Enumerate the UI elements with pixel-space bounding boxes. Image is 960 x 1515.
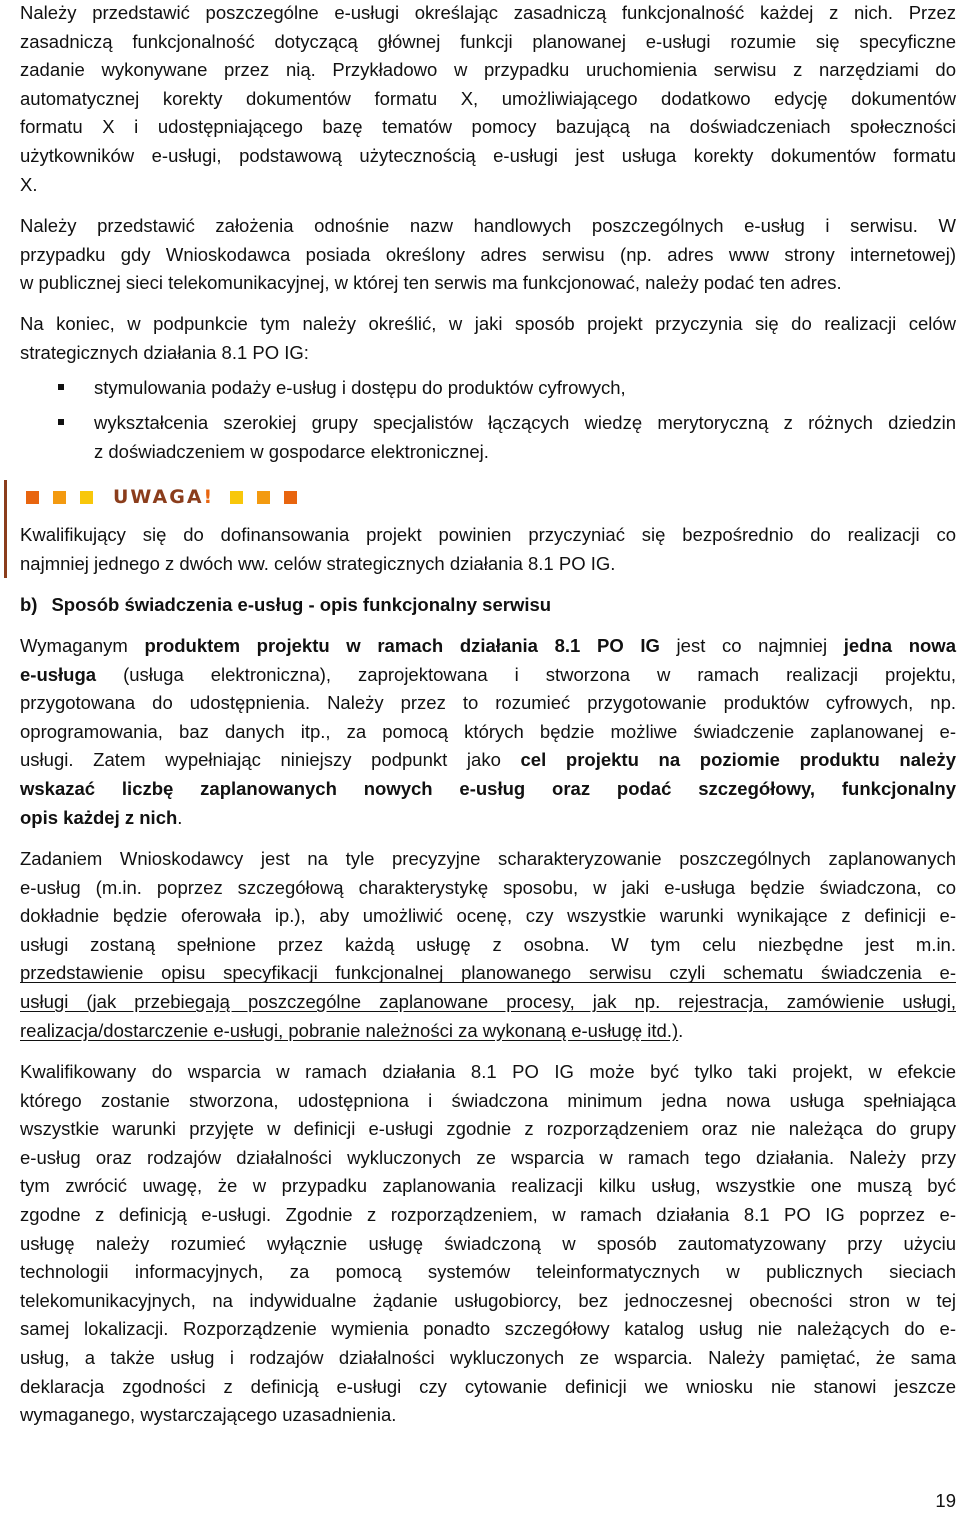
text-run: użytkowników e-usługi, podstawową użytecznością e-usługi jest usługa korekty dokumentów formatu (20, 144, 956, 166)
text-run: usług, a także usług i rodzajów działalności wykluczonych ze wsparcia. Należy pamiętać, że sama (20, 1346, 956, 1368)
text-line (20, 142, 956, 171)
bold-text: wskazać liczbę zaplanowanych nowych e-usług oraz podać szczegółowy, funkcjonalny (20, 777, 956, 799)
page-number: 19 (935, 1490, 956, 1511)
text-line (20, 1172, 956, 1201)
text-line (20, 1287, 956, 1316)
text-line (20, 775, 956, 804)
text-run: Kwalifikowany do wsparcia w ramach działania 8.1 PO IG może być tylko taki projekt, w efekcie (20, 1061, 956, 1082)
text-run: stymulowania podaży e-usług i dostępu do produktów cyfrowych, (94, 377, 626, 398)
text-run: zgodne z definicją e-usługi. Zgodnie z rozporządzeniem, w ramach działania 8.1 PO IG poprzez e- (20, 1203, 956, 1225)
text-line (20, 241, 956, 270)
text-run: najmniej jednego z dwóch ww. celów strategicznych działania 8.1 PO IG. (20, 552, 616, 574)
text-run: telekomunikacyjnych, na indywidualne żądanie usługobiorcy, bez jednoczesnej obecności stron w tej (20, 1289, 956, 1311)
text-run: . (177, 806, 183, 828)
section-number: b) (20, 594, 38, 615)
text-line (94, 374, 956, 403)
text-run: Należy przedstawić założenia odnośnie nazw handlowych poszczególnych e-usług i serwisu. W (20, 215, 956, 236)
section-title: Sposób świadczenia e-usług - opis funkcjonalny serwisu (51, 594, 552, 615)
text-run: e-usług (m.in. poprzez szczegółową charakterystykę sposobu, w jaki e-usługa będzie świadczona, co (20, 876, 956, 898)
text-line (20, 632, 956, 661)
square-bullet-icon (58, 419, 64, 425)
text-run: którego zostanie stworzona, udostępniona i świadczona minimum jedna nowa usługa spełniająca (20, 1089, 956, 1111)
bold-text: e-usługa (20, 663, 97, 685)
text-run: wymaganego, wystarczającego uzasadnienia. (20, 1404, 397, 1426)
square-bullet-icon (58, 384, 64, 390)
text-line (20, 28, 956, 57)
text-line (20, 521, 956, 550)
note-title (113, 486, 214, 508)
text-line (20, 113, 956, 142)
text-line (20, 269, 956, 298)
text-run: zasadniczą funkcjonalność dotyczącą głównej funkcji planowanej e-usługi rozumie się specyficzne (20, 30, 956, 52)
text-line (20, 1258, 956, 1287)
text-run: wszystkie warunki przyjęte w definicji e-usługi zgodnie z rozporządzeniem oraz nie należąca do grupy (20, 1118, 956, 1140)
bullet-item (58, 409, 956, 466)
paragraph-qualified (20, 1058, 956, 1430)
text-line (20, 212, 956, 241)
underlined-text: realizacja/dostarczenie e-usługi, pobranie należności za wykonaną e-usługę itd.) (20, 1019, 679, 1041)
text-line (20, 988, 956, 1017)
text-line (20, 1401, 956, 1430)
text-run: deklaracja zgodności z definicją e-usługi czy cytowanie definicji we wniosku nie stanowi jeszcze (20, 1375, 956, 1397)
bullet-text (94, 409, 956, 466)
text-line (20, 1115, 956, 1144)
text-run: przygotowana do udostępnienia. Należy przez to rozumieć przygotowanie produktów cyfrowych, np. (20, 692, 956, 714)
text-line (20, 718, 956, 747)
note-side-bar (4, 480, 7, 578)
text-run: . (678, 1019, 684, 1041)
bold-text: produktem projektu w ramach działania 8.1 PO IG (144, 635, 660, 656)
text-run: Należy przedstawić poszczególne e-usługi określając zasadniczą funkcjonalność każdej z nich. Przez (20, 2, 956, 23)
text-line (20, 1058, 956, 1087)
text-line (20, 689, 956, 718)
text-run: automatycznej korekty dokumentów formatu X, umożliwiającego dodatkowo edycję dokumentów (20, 87, 956, 109)
text-run: tym zwrócić uwagę, że w przypadku zaplanowania realizacji kilku usług, wszystkie one muszą być (20, 1175, 956, 1197)
text-line (20, 1087, 956, 1116)
text-line (20, 1315, 956, 1344)
paragraph-goals (20, 310, 956, 367)
text-run: X. (20, 173, 38, 195)
paragraph-task (20, 845, 956, 1045)
note-title-label: UWAGA (113, 486, 204, 508)
text-line (20, 310, 956, 339)
text-line (20, 1344, 956, 1373)
bold-text: opis każdej z nich (20, 806, 178, 828)
text-line (20, 85, 956, 114)
text-run: samej lokalizacji. Rozporządzenie wymienia ponadto szczegółowy katalog usług nie należących do e- (20, 1318, 956, 1340)
paragraph-names (20, 212, 956, 298)
text-run: oprogramowania, baz danych itp., za pomocą których będzie możliwe świadczenie zaplanowanej e- (20, 720, 956, 742)
text-run: jest co najmniej (659, 635, 844, 656)
text-line (20, 845, 956, 874)
text-run: w publicznej sieci telekomunikacyjnej, w której ten serwis ma funkcjonować, należy podać ten adres. (20, 272, 842, 294)
text-line (20, 0, 956, 28)
bold-text: cel projektu na poziomie produktu należy (520, 749, 956, 771)
yellow-square-icon (230, 491, 243, 504)
text-line (20, 1373, 956, 1402)
text-line (20, 171, 956, 200)
text-run: formatu X i udostępniającego bazę tematów pomocy bazującą na doświadczeniach społeczności (20, 116, 956, 138)
bullet-item (58, 374, 956, 403)
text-line (20, 902, 956, 931)
text-run: Zadaniem Wnioskodawcy jest na tyle precyzyjne scharakteryzowanie poszczególnych zaplanowanych (20, 848, 956, 869)
underlined-text: usługi (jak przebiegają poszczególne zaplanowane procesy, jak np. rejestracja, zamówienie usługi, (20, 990, 956, 1012)
orange-square-icon (284, 491, 297, 504)
text-line (20, 550, 956, 579)
bullet-text (94, 374, 956, 403)
orange-square-icon (53, 491, 66, 504)
text-run: Kwalifikujący się do dofinansowania projekt powinien przyczyniać się bezpośrednio do realizacji co (20, 524, 956, 545)
text-run: Na koniec, w podpunkcie tym należy określić, w jaki sposób projekt przyczynia się do realizacji celów (20, 313, 956, 334)
text-run: wykształcenia szerokiej grupy specjalistów łączących wiedzę merytoryczną z różnych dziedzin (94, 412, 956, 433)
text-line (20, 339, 956, 368)
text-line (20, 804, 956, 833)
text-line (20, 56, 956, 85)
yellow-square-icon (80, 491, 93, 504)
text-run: usługi. Zatem wypełniając niniejszy podpunkt jako (20, 749, 521, 771)
text-run: Wymaganym (20, 635, 145, 656)
text-run: dokładnie będzie oferowała ip.), aby umożliwić ocenę, czy wszystkie warunki wynikające z definicji e- (20, 905, 956, 927)
text-line (20, 1201, 956, 1230)
section-heading (20, 591, 551, 620)
orange-square-icon (257, 491, 270, 504)
text-line (20, 1144, 956, 1173)
bold-text: jedna nowa (843, 635, 956, 656)
text-line (20, 1017, 956, 1046)
orange-square-icon (26, 491, 39, 504)
text-line (20, 661, 956, 690)
text-line (20, 746, 956, 775)
text-run: usługę należy rozumieć wyłącznie usługę świadczoną w sposób zautomatyzowany przy użyciu (20, 1232, 956, 1254)
text-line (94, 438, 956, 467)
note-header (26, 486, 311, 508)
paragraph-intro (20, 0, 956, 199)
text-line (20, 931, 956, 960)
note-body (20, 521, 956, 578)
note-exclamation: ! (203, 486, 215, 508)
text-run: usługi zostaną spełnione przez każdą usługę z osobna. W tym celu niezbędne jest m.in. (20, 933, 956, 955)
text-run: (usługa elektroniczna), zaprojektowana i stworzona w ramach realizacji projektu, (96, 663, 956, 685)
text-line (94, 409, 956, 438)
text-run: strategicznych działania 8.1 PO IG: (20, 341, 309, 363)
text-run: technologii informacyjnych, za pomocą systemów teleinformatycznych w publicznych sieciach (20, 1261, 956, 1283)
text-run: e-usług oraz rodzajów działalności wykluczonych ze wsparcia w ramach tego działania. Należy przy (20, 1146, 956, 1168)
paragraph-product (20, 632, 956, 832)
text-run: z doświadczeniem w gospodarce elektronicznej. (94, 440, 489, 462)
text-line (20, 874, 956, 903)
text-line (20, 959, 956, 988)
underlined-text: przedstawienie opisu specyfikacji funkcjonalnej planowanego serwisu czyli schematu świadczenia e- (20, 962, 956, 984)
text-run: zadanie wykonywane przez nią. Przykładowo w przypadku uruchomienia serwisu z narzędziami do (20, 59, 956, 81)
text-line (20, 1230, 956, 1259)
text-run: przypadku gdy Wnioskodawca posiada określony adres serwisu (np. adres www strony internetowej) (20, 243, 956, 265)
